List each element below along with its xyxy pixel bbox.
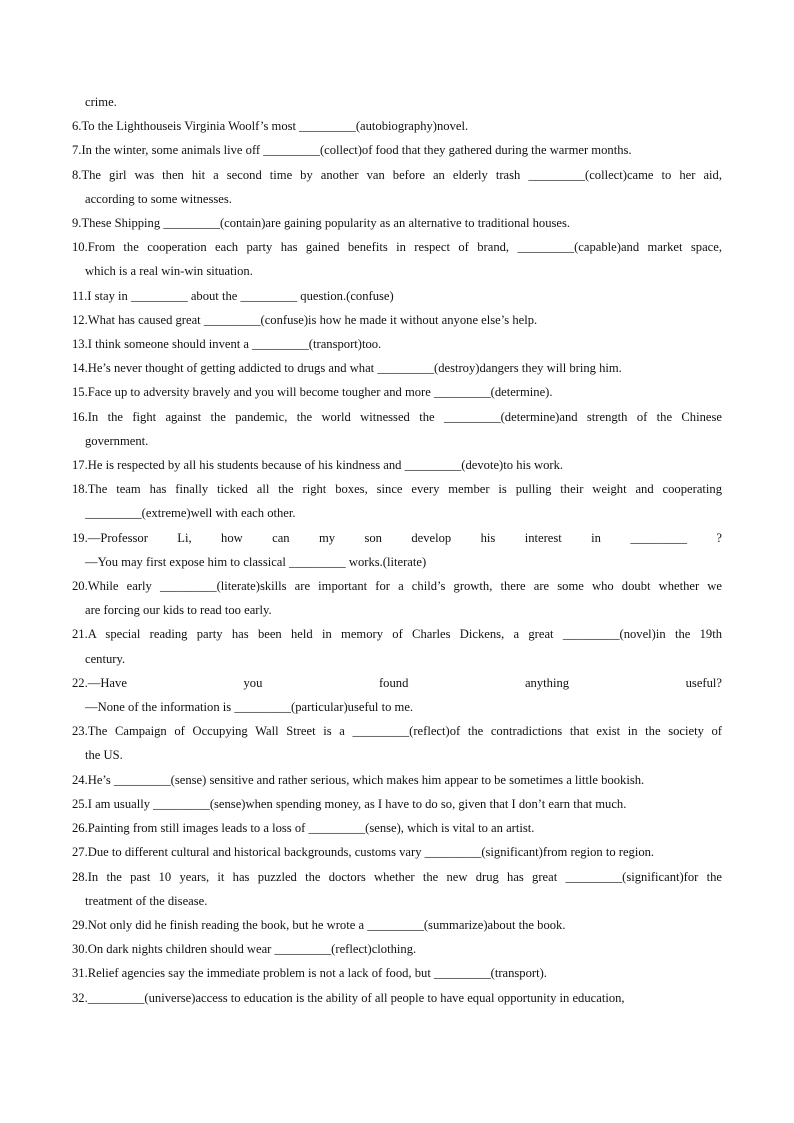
exercise-item [72,913,722,937]
exercise-line: the US. [85,748,123,763]
exercise-line: 10.From the cooperation each party has gained benefits in respect of brand, _________(capable)and market space, [72,240,722,255]
exercise-item [72,211,722,235]
exercise-item [72,986,722,1010]
exercise-line: 12.What has caused great _________(confuse)is how he made it without anyone else’s help. [72,312,538,327]
exercise-item [72,816,722,840]
exercise-line: 22.—Have you found anything useful? [72,675,722,690]
exercise-line: 27.Due to different cultural and historical backgrounds, customs vary _________(significant)from region to region. [72,845,655,860]
exercise-line: 25.I am usually _________(sense)when spending money, as I have to do so, given that I don’t earn that much. [72,796,627,811]
exercise-item [72,308,722,332]
exercise-line: 20.While early _________(literate)skills are important for a child’s growth, there are some who doubt whether we [72,579,722,594]
exercise-line: 26.Painting from still images leads to a loss of _________(sense), which is vital to an artist. [72,821,535,836]
exercise-item [72,332,722,356]
exercise-line: 16.In the fight against the pandemic, the world witnessed the _________(determine)and strength of the Chinese [72,409,722,424]
exercise-item [72,526,722,574]
exercise-line: 7.In the winter, some animals live off _________(collect)of food that they gathered during the warmer months. [72,143,632,158]
exercise-line: 15.Face up to adversity bravely and you will become tougher and more _________(determine). [72,385,553,400]
exercise-list [72,90,722,1010]
exercise-line: 11.I stay in _________ about the _________ question.(confuse) [72,288,394,303]
exercise-line: 29.Not only did he finish reading the book, but he wrote a _________(summarize)about the book. [72,917,566,932]
exercise-item [72,768,722,792]
exercise-item [72,574,722,622]
exercise-line: 6.To the Lighthouseis Virginia Woolf’s most _________(autobiography)novel. [72,119,469,134]
exercise-item [72,961,722,985]
exercise-line: which is a real win-win situation. [85,264,253,279]
exercise-item [72,477,722,525]
exercise-item [72,840,722,864]
exercise-line: _________(extreme)well with each other. [85,506,296,521]
exercise-line: 14.He’s never thought of getting addicted to drugs and what _________(destroy)dangers they will bring him. [72,361,622,376]
exercise-item [72,235,722,283]
exercise-item [72,114,722,138]
exercise-line: 13.I think someone should invent a _________(transport)too. [72,337,382,352]
exercise-item [72,138,722,162]
exercise-item [72,284,722,308]
exercise-item [72,380,722,404]
exercise-line: century. [85,651,126,666]
exercise-line: are forcing our kids to read too early. [85,603,272,618]
exercise-line: 18.The team has finally ticked all the right boxes, since every member is pulling their weight and cooperating [72,482,722,497]
exercise-item [72,792,722,816]
exercise-line: 32._________(universe)access to education is the ability of all people to have equal opportunity in education, [72,990,625,1005]
exercise-item [72,90,722,114]
exercise-item [72,719,722,767]
exercise-line: 21.A special reading party has been held in memory of Charles Dickens, a great _________(novel)in the 19th [72,627,722,642]
exercise-item [72,356,722,380]
exercise-item [72,163,722,211]
exercise-item [72,453,722,477]
exercise-line: 28.In the past 10 years, it has puzzled the doctors whether the new drug has great _________(significant)for the [72,869,722,884]
exercise-line: —You may first expose him to classical _________ works.(literate) [85,554,427,569]
exercise-line: 23.The Campaign of Occupying Wall Street is a _________(reflect)of the contradictions that exist in the society of [72,724,722,739]
exercise-line: 9.These Shipping _________(contain)are gaining popularity as an alternative to traditional houses. [72,216,571,231]
exercise-line: —None of the information is _________(particular)useful to me. [85,700,414,715]
exercise-line: crime. [85,95,117,109]
exercise-line: according to some witnesses. [85,191,232,206]
exercise-line: 17.He is respected by all his students because of his kindness and _________(devote)to his work. [72,458,564,473]
exercise-item [72,671,722,719]
exercise-line: 31.Relief agencies say the immediate problem is not a lack of food, but _________(transport). [72,966,547,981]
exercise-line: 19.—Professor Li, how can my son develop his interest in _________ ? [72,530,722,545]
exercise-line: 24.He’s _________(sense) sensitive and rather serious, which makes him appear to be sometimes a little bookish. [72,772,645,787]
exercise-item [72,937,722,961]
exercise-line: 8.The girl was then hit a second time by another van before an elderly trash _________(collect)came to her aid, [72,167,722,182]
exercise-line: 30.On dark nights children should wear _________(reflect)clothing. [72,942,417,957]
exercise-item [72,622,722,670]
exercise-line: treatment of the disease. [85,893,208,908]
exercise-line: government. [85,433,149,448]
exercise-item [72,865,722,913]
exercise-item [72,405,722,453]
